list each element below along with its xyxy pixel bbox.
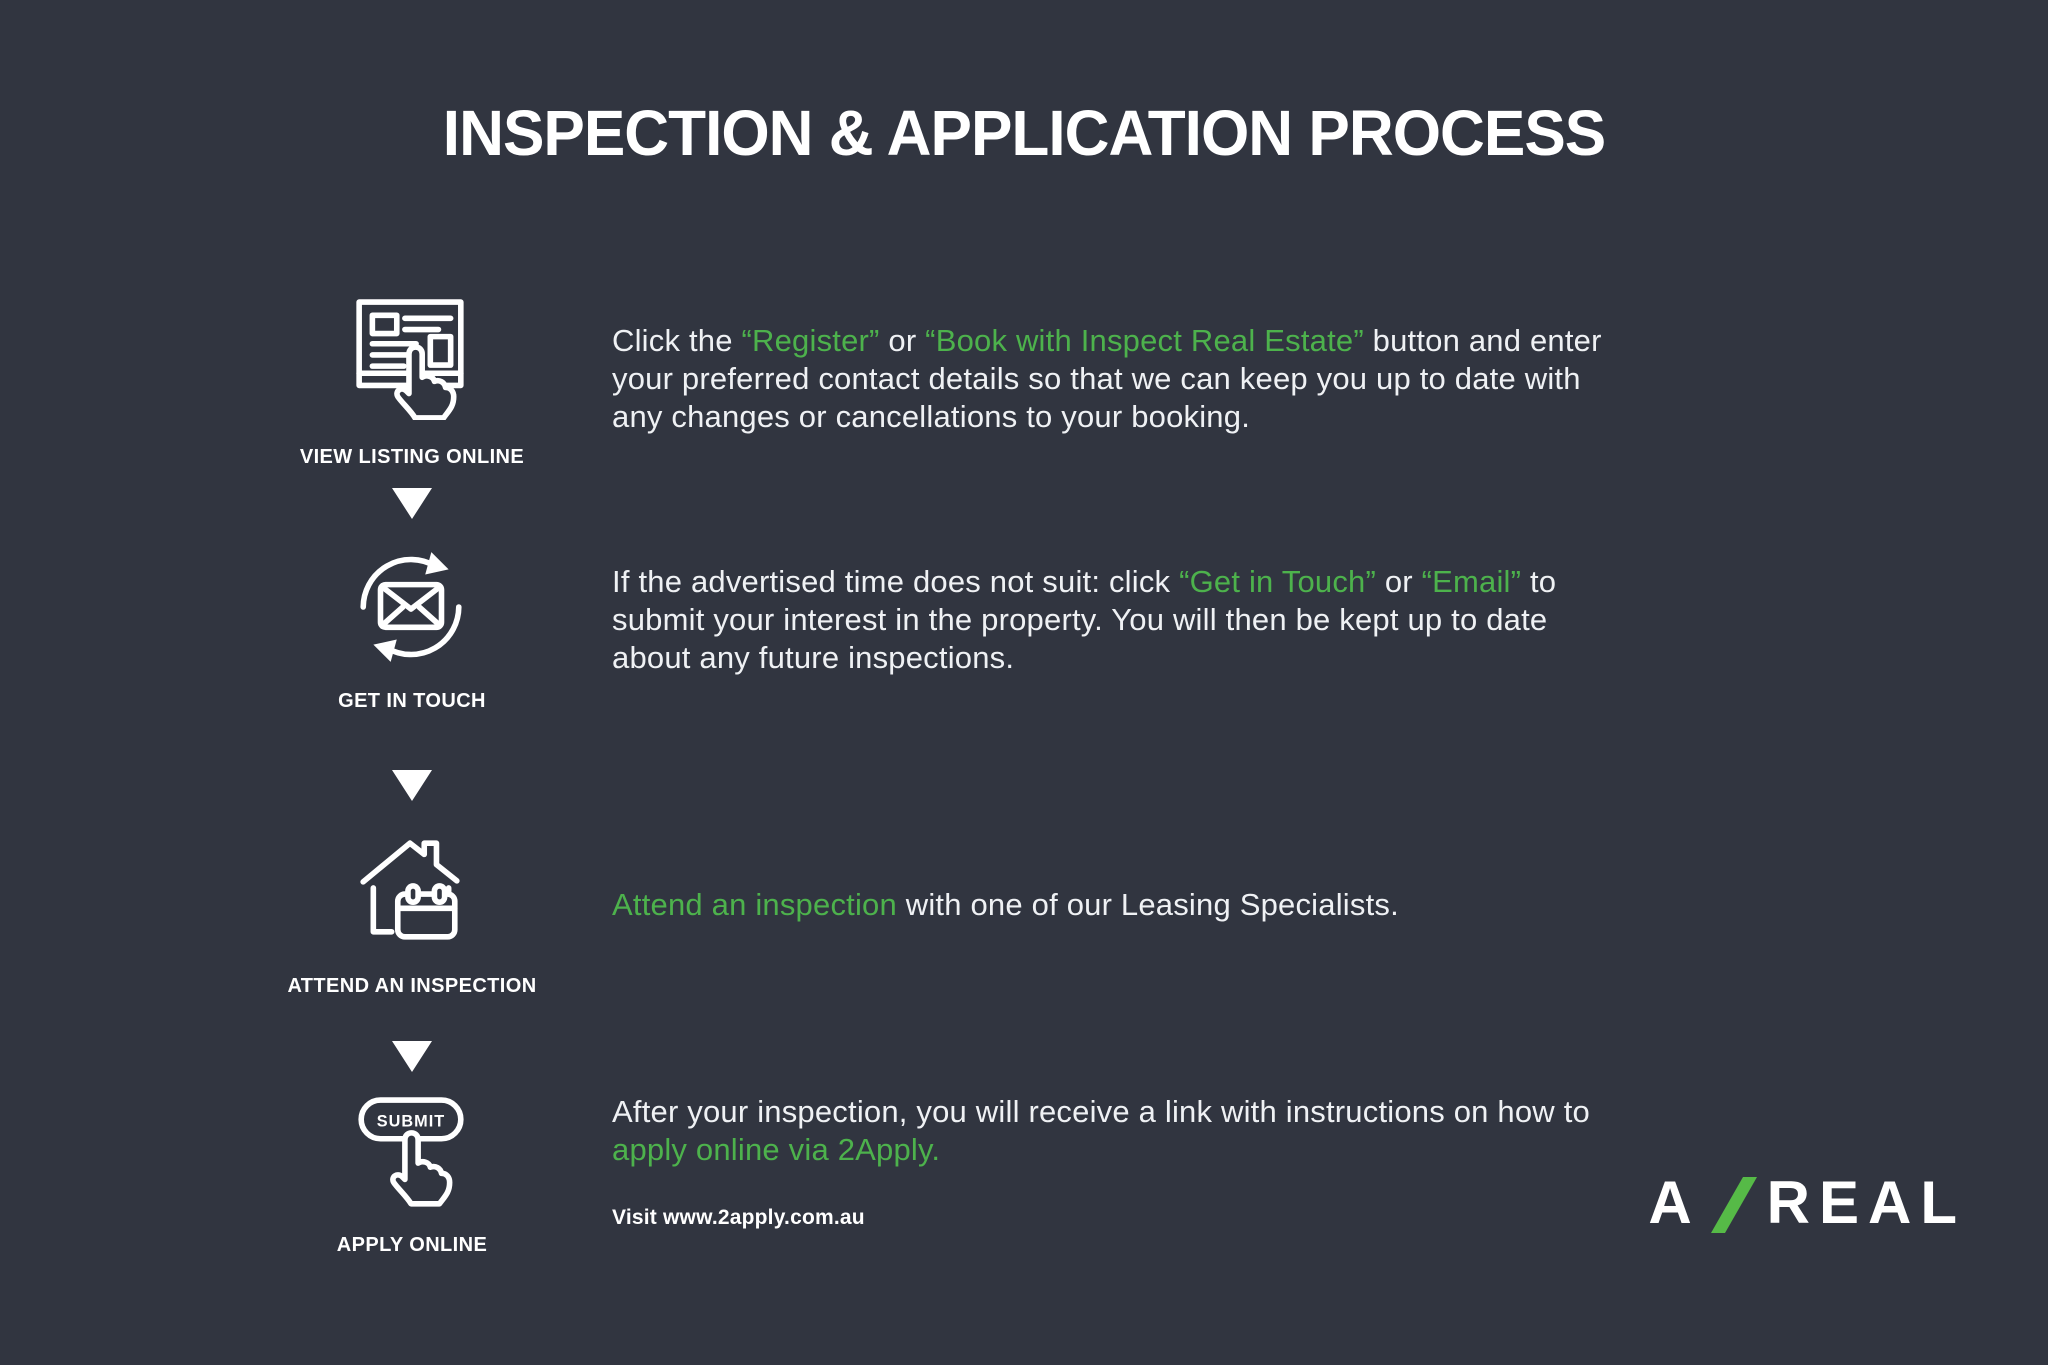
step-label-attend-an-inspection: ATTEND AN INSPECTION: [287, 975, 537, 997]
submit-button-label: SUBMIT: [376, 1112, 446, 1131]
areal-logo: [1648, 1168, 1966, 1237]
down-arrow-icon: [392, 770, 432, 801]
listing-click-icon: [352, 298, 470, 420]
step-description-get-in-touch: If the advertised time does not suit: click “Get in Touch” or “Email” to submit your interest in the property. You will then be kept up to date about any future inspections.: [612, 564, 1557, 675]
visit-2apply-note: Visit www.2apply.com.au: [612, 1206, 865, 1229]
email-refresh-icon: [350, 546, 472, 668]
step-label-get-in-touch: GET IN TOUCH: [338, 690, 486, 712]
step-description-attend-an-inspection: Attend an inspection with one of our Leasing Specialists.: [612, 887, 1399, 922]
down-arrow-icon: [392, 488, 432, 519]
step-label-apply-online: APPLY ONLINE: [336, 1234, 488, 1256]
step-description-apply-online: After your inspection, you will receive a link with instructions on how to apply online via 2Apply.: [612, 1094, 1590, 1167]
page-title: INSPECTION & APPLICATION PROCESS: [442, 97, 1606, 169]
step-label-view-listing-online: VIEW LISTING ONLINE: [299, 446, 525, 468]
submit-click-icon: [354, 1094, 468, 1216]
logo-word-real: REAL: [1766, 1169, 1966, 1236]
house-calendar-icon: [355, 833, 467, 945]
step-description-view-listing-online: Click the “Register” or “Book with Inspect Real Estate” button and enter your preferred contact details so that we can keep you up to date with any changes or cancellations to your booking.: [612, 323, 1602, 434]
logo-green-slash-icon: [1711, 1173, 1757, 1233]
down-arrow-icon: [392, 1041, 432, 1072]
logo-letter-a: A: [1648, 1169, 1697, 1236]
